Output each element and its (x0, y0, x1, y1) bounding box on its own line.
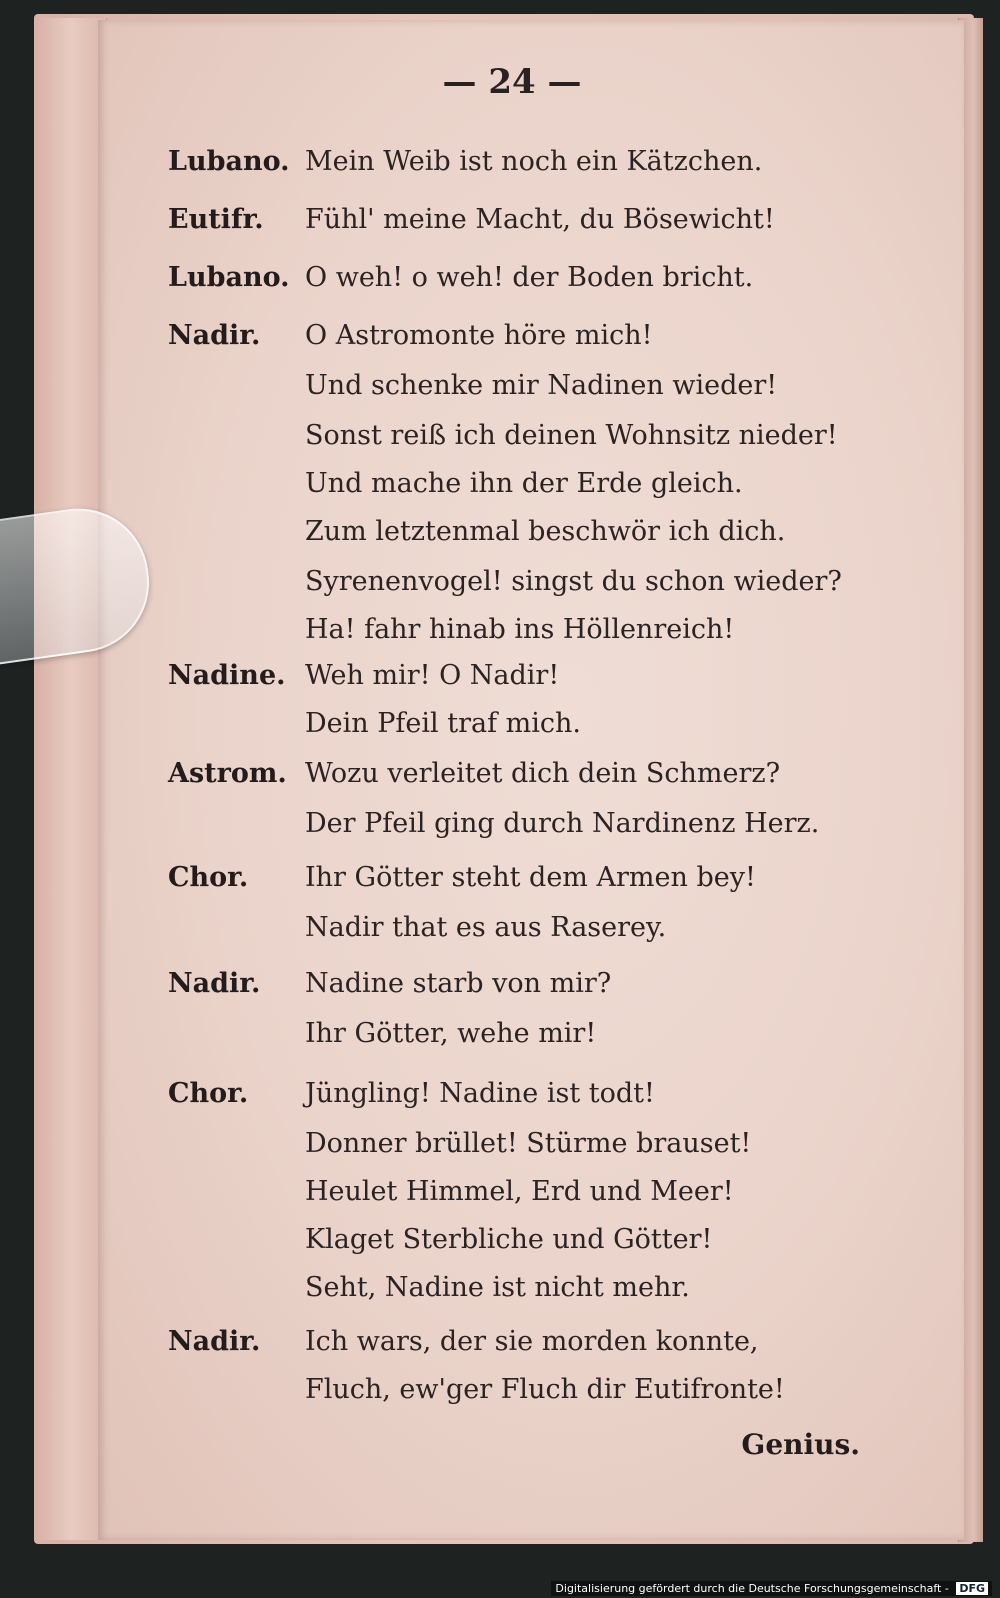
verse-line: O weh! o weh! der Boden bricht. (305, 262, 754, 293)
verse-line: O Astromonte höre mich! (305, 320, 653, 351)
verse-line: Sonst reiß ich deinen Wohnsitz nieder! (305, 420, 838, 451)
verse-line: Nadine starb von mir? (305, 968, 612, 999)
verse-line: Mein Weib ist noch ein Kätzchen. (305, 146, 763, 177)
verse-line: Und mache ihn der Erde gleich. (305, 468, 743, 499)
speaker-name: Lubano. (168, 262, 290, 293)
speaker-name: Nadir. (168, 968, 261, 999)
speaker-name: Nadir. (168, 320, 261, 351)
verse-line: Fühl' meine Macht, du Bösewicht! (305, 204, 775, 235)
verse-line: Dein Pfeil traf mich. (305, 708, 581, 739)
catchword: Genius. (741, 1428, 860, 1461)
verse-line: Jüngling! Nadine ist todt! (305, 1078, 655, 1109)
speaker-name: Nadine. (168, 660, 286, 691)
speaker-name: Eutifr. (168, 204, 264, 235)
page-number: — 24 — (442, 62, 582, 102)
speaker-name: Lubano. (168, 146, 290, 177)
verse-line: Ihr Götter steht dem Armen bey! (305, 862, 756, 893)
credit-text: Digitalisierung gefördert durch die Deutsche Forschungsgemeinschaft - (555, 1582, 949, 1595)
verse-line: Syrenenvogel! singst du schon wieder? (305, 566, 842, 597)
verse-line: Ihr Götter, wehe mir! (305, 1018, 597, 1049)
verse-line: Fluch, ew'ger Fluch dir Eutifronte! (305, 1374, 785, 1405)
verse-line: Seht, Nadine ist nicht mehr. (305, 1272, 690, 1303)
speaker-name: Chor. (168, 1078, 249, 1109)
speaker-name: Chor. (168, 862, 249, 893)
verse-line: Der Pfeil ging durch Nardinenz Herz. (305, 808, 820, 839)
verse-line: Wozu verleitet dich dein Schmerz? (305, 758, 781, 789)
previous-pages-stack (36, 18, 107, 1540)
verse-line: Ich wars, der sie morden konnte, (305, 1326, 759, 1357)
speaker-name: Nadir. (168, 1326, 261, 1357)
speaker-name: Astrom. (168, 758, 287, 789)
verse-line: Und schenke mir Nadinen wieder! (305, 370, 778, 401)
verse-line: Ha! fahr hinab ins Höllenreich! (305, 614, 735, 645)
verse-line: Klaget Sterbliche und Götter! (305, 1224, 713, 1255)
verse-line: Zum letztenmal beschwör ich dich. (305, 516, 786, 547)
verse-line: Heulet Himmel, Erd und Meer! (305, 1176, 734, 1207)
dfg-logo: DFG (956, 1582, 988, 1595)
verse-line: Weh mir! O Nadir! (305, 660, 560, 691)
verse-line: Donner brüllet! Stürme brauset! (305, 1128, 752, 1159)
verse-line: Nadir that es aus Raserey. (305, 912, 667, 943)
digitization-credit (551, 1581, 992, 1596)
